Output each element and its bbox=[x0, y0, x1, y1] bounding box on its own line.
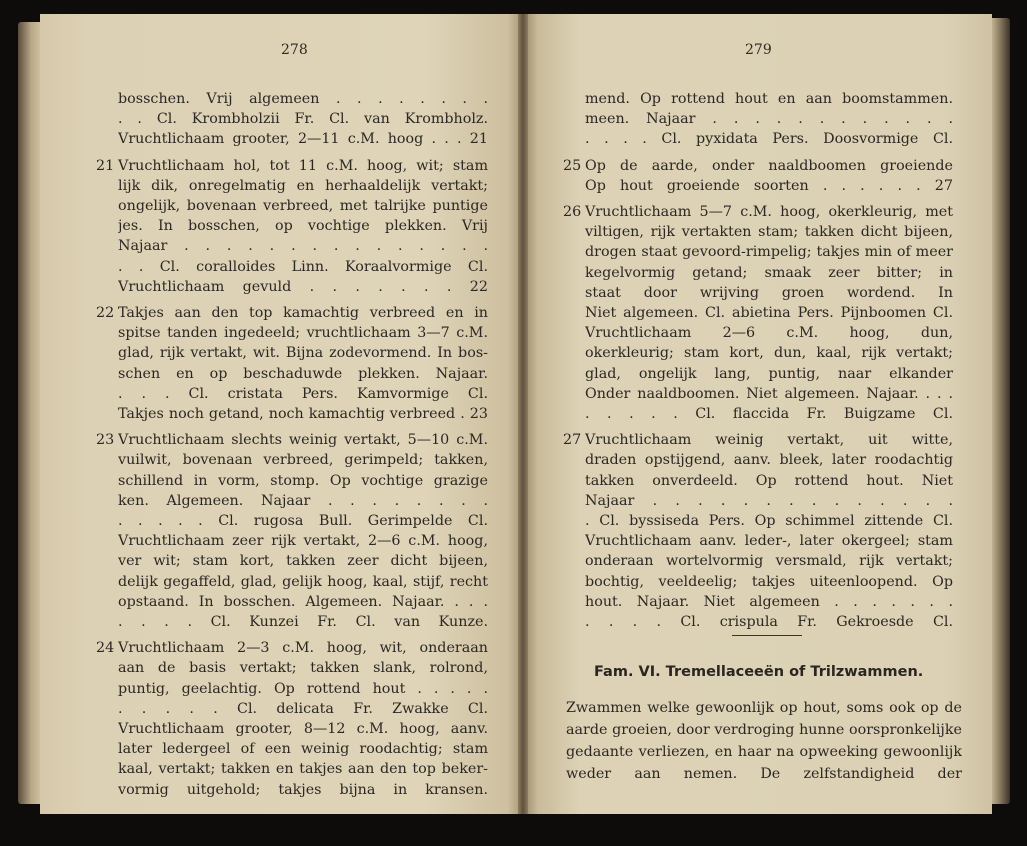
text-line: schen en op beschaduwde plekken. Najaar. bbox=[118, 365, 488, 382]
text-line: Takjes noch getand, noch kamachtig verbreed . 23 bbox=[118, 406, 488, 422]
book-gutter bbox=[518, 14, 528, 814]
paragraph-line: Zwammen welke gewoonlijk op hout, soms ook op de bbox=[566, 700, 962, 716]
text-line: hout. Najaar. Niet algemeen . . . . . . . bbox=[585, 593, 953, 610]
left-page-number: 278 bbox=[281, 42, 308, 58]
text-line: mend. Op rottend hout en aan boomstammen. bbox=[585, 91, 953, 107]
paragraph-line: aarde groeien, door verdroging hunne oorspronkelijke bbox=[566, 722, 962, 738]
text-line: draden opstijgend, aanv. bleek, later roodachtig bbox=[585, 452, 953, 469]
right-page-edges bbox=[990, 18, 1010, 804]
text-line: Vruchtlichaam weinig vertakt, uit witte, bbox=[585, 432, 953, 449]
text-line: glad, ongelijk lang, puntig, naar elkander bbox=[585, 365, 953, 382]
text-line: bosschen. Vrij algemeen . . . . . . . . bbox=[118, 91, 488, 107]
text-line: delijk gegaffeld, glad, gelijk hoog, kaal, stijf, recht bbox=[118, 573, 488, 590]
text-line: glad, rijk vertakt, wit. Bijna zodevormend. In bos- bbox=[118, 345, 488, 362]
right-page-number: 279 bbox=[745, 42, 772, 58]
key-number: 21 bbox=[96, 157, 115, 174]
text-line: Vruchtlichaam 2—6 c.M. hoog, dun, bbox=[585, 325, 953, 342]
text-line: opstaand. In bosschen. Algemeen. Najaar. . . . bbox=[118, 593, 488, 610]
text-line: bochtig, veeldeelig; takjes uiteenloopend. Op bbox=[585, 573, 953, 590]
text-line: aan de basis vertakt; takken slank, rolrond, bbox=[118, 660, 488, 677]
key-number: 27 bbox=[563, 432, 582, 449]
text-line: later ledergeel of een weinig roodachtig; stam bbox=[118, 741, 488, 758]
text-line: jes. In bosschen, op vochtige plekken. Vrij bbox=[118, 218, 488, 235]
text-line: ongelijk, bovenaan verbreed, met talrijke puntige bbox=[118, 198, 488, 214]
text-line: schillend in vorm, stomp. Op vochtige grazige bbox=[118, 472, 488, 489]
text-line: . . . . . Cl. delicata Fr. Zwakke Cl. bbox=[118, 700, 488, 717]
text-line: Vruchtlichaam grooter, 2—11 c.M. hoog . . . 21 bbox=[118, 131, 488, 148]
text-line: . . . . Cl. Kunzei Fr. Cl. van Kunze. bbox=[118, 614, 488, 630]
section-divider bbox=[732, 635, 802, 636]
family-heading: Fam. VI. Tremellaceeën of Trilzwammen. bbox=[594, 664, 924, 680]
key-number: 22 bbox=[96, 305, 115, 321]
text-line: . Cl. byssiseda Pers. Op schimmel zittende Cl. bbox=[585, 513, 953, 529]
text-line: . . Cl. coralloides Linn. Koraalvormige Cl. bbox=[118, 258, 488, 275]
text-line: spitse tanden ingedeeld; vruchtlichaam 3—7 c.M. bbox=[118, 325, 488, 342]
text-line: Onder naaldboomen. Niet algemeen. Najaar. . . . bbox=[585, 385, 953, 402]
text-line: kegelvormig getand; smaak zeer bitter; in bbox=[585, 264, 953, 281]
text-line: Najaar . . . . . . . . . . . . . . bbox=[585, 492, 953, 509]
left-page-edges bbox=[18, 22, 40, 804]
text-line: Niet algemeen. Cl. abietina Pers. Pijnboomen Cl. bbox=[585, 305, 953, 321]
key-number: 24 bbox=[96, 640, 115, 657]
text-line: . . . . . Cl. flaccida Fr. Buigzame Cl. bbox=[585, 406, 953, 422]
key-number: 25 bbox=[563, 157, 582, 174]
text-line: . . Cl. Krombholzii Fr. Cl. van Krombholz. bbox=[118, 111, 488, 128]
text-line: Vruchtlichaam hol, tot 11 c.M. hoog, wit; stam bbox=[118, 157, 488, 174]
text-line: lijk dik, onregelmatig en herhaaldelijk vertakt; bbox=[118, 177, 488, 194]
text-line: . . . Cl. cristata Pers. Kamvormige Cl. bbox=[118, 385, 488, 402]
text-line: onderaan wortelvormig versmald, rijk vertakt; bbox=[585, 553, 953, 570]
paragraph-line: gedaante verliezen, en haar na opweeking gewoonlijk bbox=[566, 744, 962, 760]
key-number: 23 bbox=[96, 432, 115, 449]
text-line: ver wit; stam kort, takken zeer dicht bijeen, bbox=[118, 553, 488, 570]
text-line: Vruchtlichaam grooter, 8—12 c.M. hoog, aanv. bbox=[118, 721, 488, 737]
text-line: . . . . Cl. crispula Fr. Gekroesde Cl. bbox=[585, 614, 953, 630]
text-line: takken onverdeeld. Op rottend hout. Niet bbox=[585, 472, 953, 489]
text-line: puntig, geelachtig. Op rottend hout . . . . . bbox=[118, 680, 488, 697]
key-number: 26 bbox=[563, 204, 582, 220]
text-line: Vruchtlichaam 2—3 c.M. hoog, wit, onderaan bbox=[118, 640, 488, 657]
text-line: meen. Najaar . . . . . . . . . . . . bbox=[585, 111, 953, 128]
text-line: ken. Algemeen. Najaar . . . . . . . . bbox=[118, 492, 488, 509]
text-line: Op de aarde, onder naaldboomen groeiende bbox=[585, 157, 953, 174]
text-line: okerkleurig; stam kort, dun, kaal, rijk vertakt; bbox=[585, 345, 953, 362]
text-line: drogen staat gevoord-rimpelig; takjes min of meer bbox=[585, 244, 953, 261]
text-line: Vruchtlichaam 5—7 c.M. hoog, okerkleurig, met bbox=[585, 204, 953, 220]
text-line: kaal, vertakt; takken en takjes aan den top beker- bbox=[118, 761, 488, 778]
text-line: Op hout groeiende soorten . . . . . . 27 bbox=[585, 177, 953, 194]
text-line: vormig uitgehold; takjes bijna in kransen. bbox=[118, 781, 488, 798]
text-line: . . . . . Cl. rugosa Bull. Gerimpelde Cl. bbox=[118, 513, 488, 529]
text-line: Najaar . . . . . . . . . . . . . . . bbox=[118, 238, 488, 255]
text-line: vuilwit, bovenaan verbreed, gerimpeld; takken, bbox=[118, 452, 488, 469]
text-line: Takjes aan den top kamachtig verbreed en in bbox=[118, 305, 488, 321]
text-line: Vruchtlichaam gevuld . . . . . . . 22 bbox=[118, 278, 488, 295]
text-line: Vruchtlichaam slechts weinig vertakt, 5—10 c.M. bbox=[118, 432, 488, 449]
text-line: staat door wrijving groen wordend. In bbox=[585, 284, 953, 301]
paragraph-line: weder aan nemen. De zelfstandigheid der bbox=[566, 766, 962, 782]
text-line: Vruchtlichaam aanv. leder-, later okergeel; stam bbox=[585, 533, 953, 550]
text-line: viltigen, rijk vertakten stam; takken dicht bijeen, bbox=[585, 224, 953, 241]
text-line: . . . . Cl. pyxidata Pers. Doosvormige Cl. bbox=[585, 131, 953, 148]
text-line: Vruchtlichaam zeer rijk vertakt, 2—6 c.M. hoog, bbox=[118, 533, 488, 550]
